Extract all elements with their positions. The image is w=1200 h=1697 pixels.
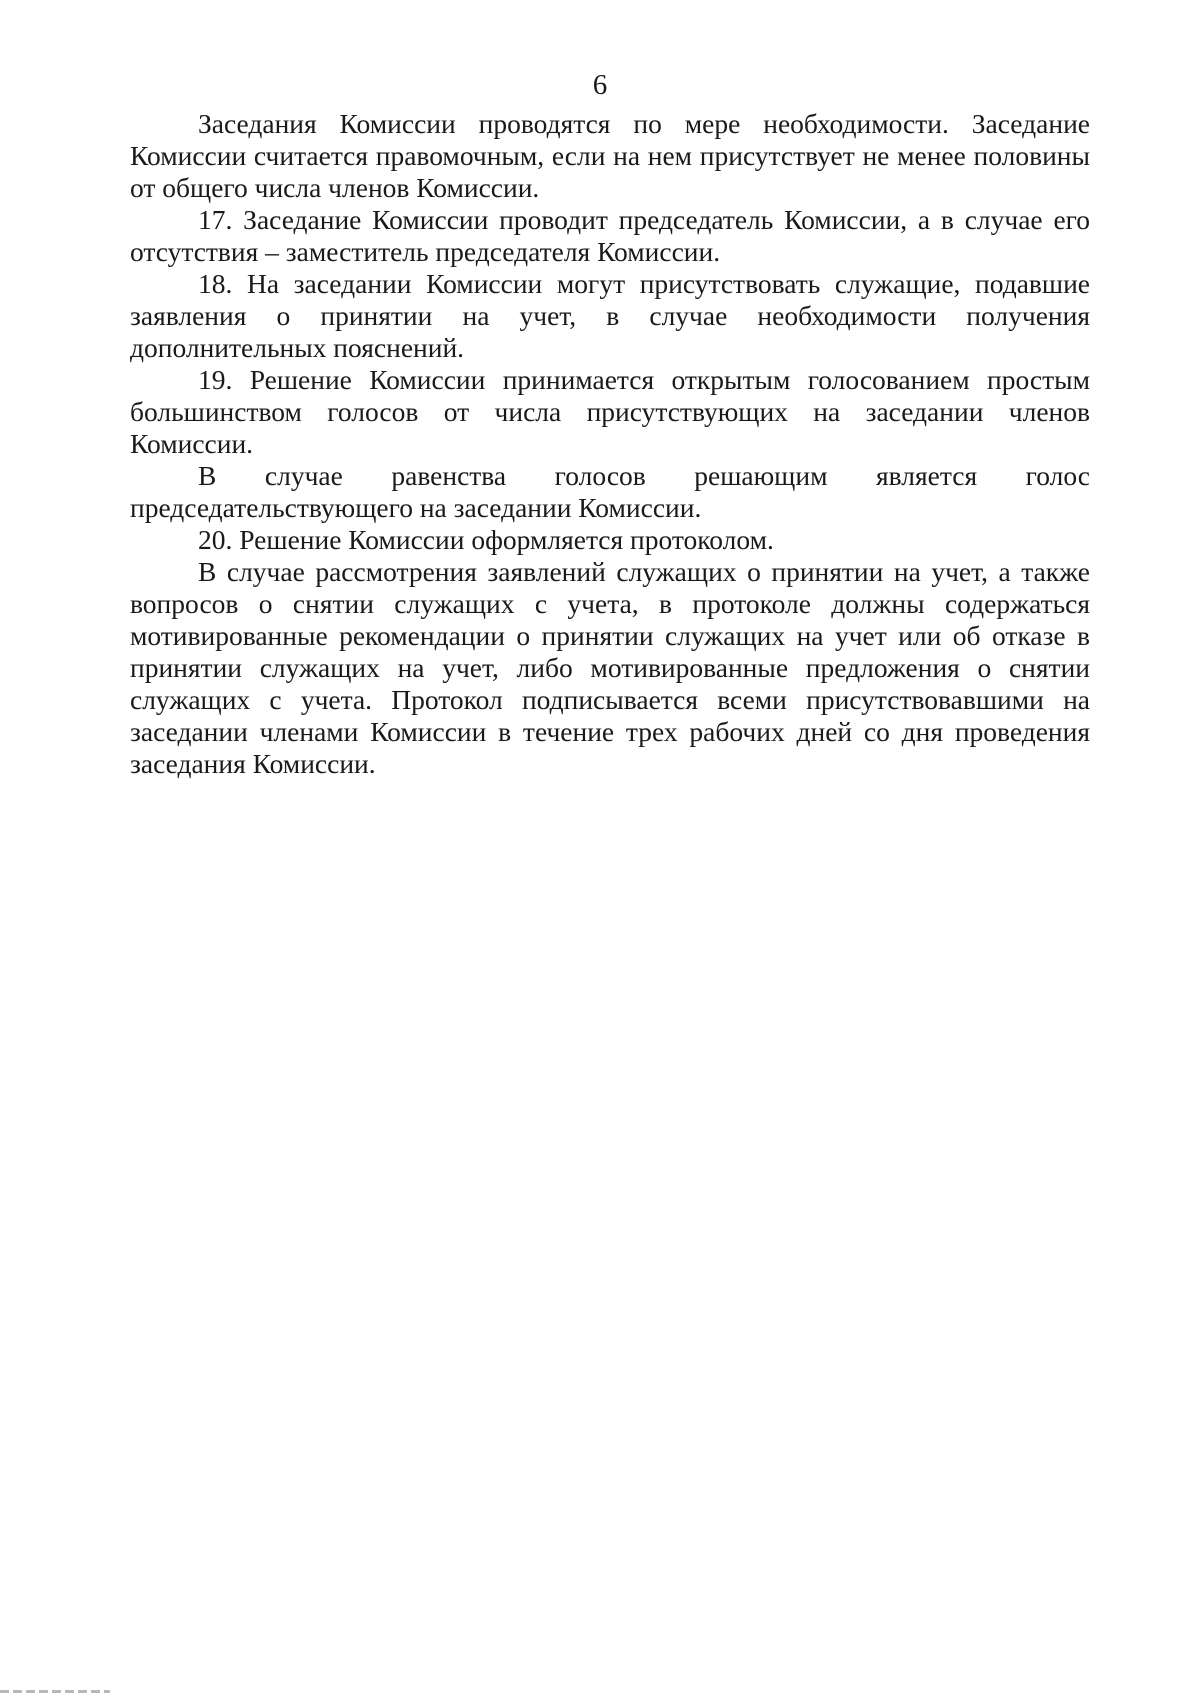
paragraph-17: 17. Заседание Комиссии проводит председатель Комиссии, а в случае его отсутствия – заместитель председателя Комиссии. (130, 204, 1090, 267)
paragraph-protocol: В случае рассмотрения заявлений служащих о принятии на учет, а также вопросов о снятии служащих с учета, в протоколе должны содержаться мотивированные рекомендации о принятии служащих на учет или об отказе в принятии служащих на учет, либо мотивированные предложения о снятии служащих с учета. Протокол подписывается всеми присутствовавшими на заседании членами Комиссии в течение трех рабочих дней со дня проведения заседания Комиссии. (130, 556, 1090, 779)
paragraph-20: 20. Решение Комиссии оформляется протоколом. (198, 524, 774, 555)
document-body (130, 108, 1090, 780)
paragraph-18: 18. На заседании Комиссии могут присутствовать служащие, подавшие заявления о принятии на учет, в случае необходимости получения дополнительных пояснений. (130, 268, 1090, 363)
paragraph-tie-vote: В случае равенства голосов решающим является голос председательствующего на заседании Комиссии. (130, 460, 1090, 523)
page-number: 6 (592, 69, 608, 101)
scan-artifact (0, 1690, 110, 1693)
paragraph-meetings: Заседания Комиссии проводятся по мере необходимости. Заседание Комиссии считается правомочным, если на нем присутствует не менее половины от общего числа членов Комиссии. (130, 108, 1090, 203)
paragraph-19: 19. Решение Комиссии принимается открытым голосованием простым большинством голосов от числа присутствующих на заседании членов Комиссии. (130, 364, 1090, 459)
